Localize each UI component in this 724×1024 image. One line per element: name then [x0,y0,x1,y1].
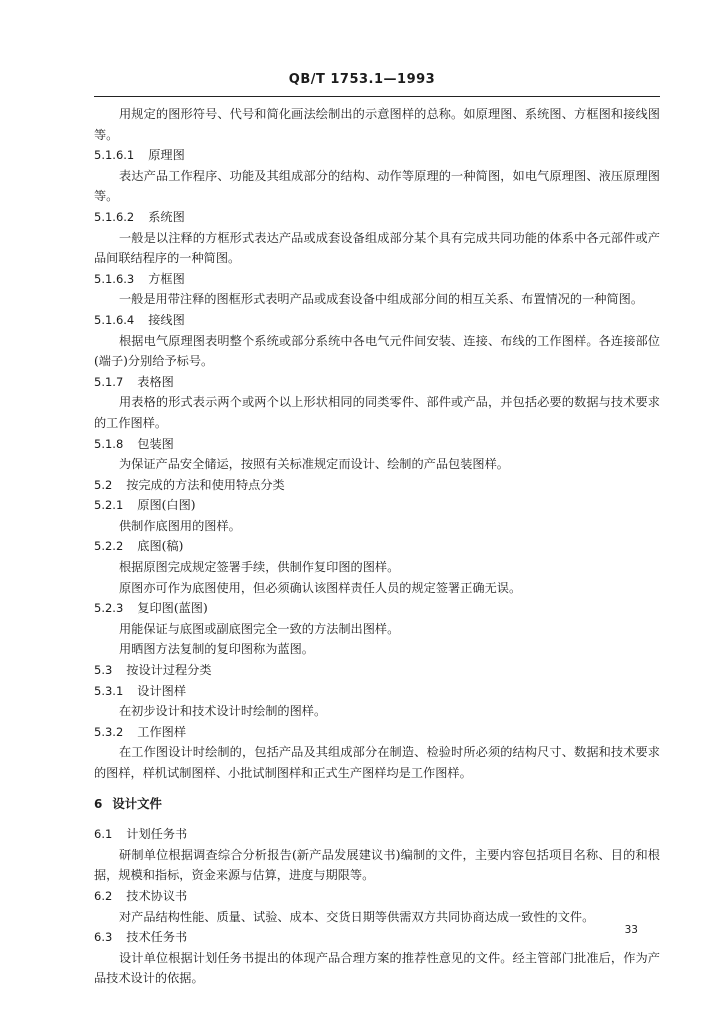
paragraph: 一般是以注释的方框形式表达产品或成套设备组成部分某个具有完成共同功能的体系中各元部件或产品间联结程序的一种简图。 [94,230,660,266]
section-title: 设计图样 [137,683,187,698]
section-number: 5.2.1 [94,498,124,513]
section-heading [94,372,660,393]
section-number: 5.2.2 [94,539,124,554]
section-number: 6.1 [94,827,113,842]
header-rule [94,96,660,97]
section-title: 复印图(蓝图) [137,601,208,616]
section-number: 5.3 [94,663,113,678]
section-heading [94,598,660,619]
paragraph: 对产品结构性能、质量、试验、成本、交货日期等供需双方共同协商达成一致性的文件。 [119,909,595,924]
paragraph: 供制作底图用的图样。 [119,518,241,533]
section-number: 5.3.2 [94,724,124,739]
paragraph: 在初步设计和技术设计时绘制的图样。 [119,704,327,719]
section-title: 技术协议书 [126,888,188,903]
section-title: 按完成的方法和使用特点分类 [126,477,285,492]
paragraph: 研制单位根据调查综合分析报告(新产品发展建议书)编制的文件，主要内容包括项目名称、目的和根据，规模和指标，资金来源与估算，进度与期限等。 [94,847,660,883]
section-title: 技术任务书 [126,930,188,945]
chapter-title: 设计文件 [112,795,162,811]
section-number: 6.3 [94,930,113,945]
section-title: 方框图 [148,271,185,286]
section-heading [94,475,660,496]
section-number: 5.2.3 [94,601,124,616]
paragraph: 用规定的图形符号、代号和简化画法绘制出的示意图样的总称。如原理图、系统图、方框图和接线图等。 [94,107,660,142]
paragraph: 表达产品工作程序、功能及其组成部分的结构、动作等原理的一种简图，如电气原理图、液压原理图等。 [94,168,660,204]
paragraph: 在工作图设计时绘制的，包括产品及其组成部分在制造、检验时所必须的结构尺寸、数据和技术要求的图样，样机试制图样、小批试制图样和正式生产图样均是工作图样。 [94,745,660,780]
page-number: 33 [624,924,638,936]
paragraph: 根据原图完成规定签署手续，供制作复印图的图样。 [119,560,400,575]
section-heading [94,495,660,516]
section-number: 5.1.6.4 [94,312,135,327]
section-heading [94,207,660,228]
section-heading [94,722,660,743]
section-number: 5.1.6.1 [94,148,135,163]
section-heading [94,145,660,166]
section-heading [94,660,660,681]
section-title: 表格图 [137,374,174,389]
section-heading [94,681,660,702]
paragraph: 用晒图方法复制的复印图称为蓝图。 [119,642,314,657]
paragraph: 为保证产品安全储运，按照有关标准规定而设计、绘制的产品包装图样。 [119,457,509,472]
section-title: 原图(白图) [137,498,196,513]
section-heading [94,886,660,907]
section-title: 系统图 [148,209,185,224]
section-title: 接线图 [148,312,185,327]
section-title: 底图(稿) [137,539,184,554]
section-number: 6.2 [94,888,113,903]
section-title: 工作图样 [137,724,187,739]
section-title: 包装图 [137,436,174,451]
chapter-heading [94,794,660,815]
paragraph: 原图亦可作为底图使用，但必须确认该图样责任人员的规定签署正确无误。 [119,580,522,595]
section-number: 5.1.6.2 [94,209,135,224]
section-title: 计划任务书 [126,827,188,842]
paragraph: 根据电气原理图表明整个系统或部分系统中各电气元件间安装、连接、布线的工作图样。各连接部位(端子)分别给予标号。 [94,333,660,369]
section-number: 5.1.7 [94,374,124,389]
section-title: 按设计过程分类 [126,663,212,678]
section-title: 原理图 [148,148,185,163]
document-body [94,104,660,989]
section-number: 5.2 [94,477,113,492]
section-heading [94,310,660,331]
paragraph: 一般是用带注释的图框形式表明产品或成套设备中组成部分间的相互关系、布置情况的一种简图。 [119,292,644,307]
section-heading [94,269,660,290]
paragraph: 用表格的形式表示两个或两个以上形状相同的同类零件、部件或产品，并包括必要的数据与技术要求的工作图样。 [94,395,660,430]
standard-code-header: QB/T 1753.1—1993 [288,72,436,87]
section-heading [94,434,660,455]
section-number: 5.3.1 [94,683,124,698]
chapter-number: 6 [94,796,103,811]
section-number: 5.1.6.3 [94,271,135,286]
section-number: 5.1.8 [94,436,124,451]
section-heading [94,927,660,948]
paragraph: 设计单位根据计划任务书提出的体现产品合理方案的推荐性意见的文件。经主管部门批准后，作为产品技术设计的依据。 [94,950,660,986]
section-heading [94,536,660,557]
section-heading [94,824,660,845]
paragraph: 用能保证与底图或副底图完全一致的方法制出图样。 [119,621,400,636]
